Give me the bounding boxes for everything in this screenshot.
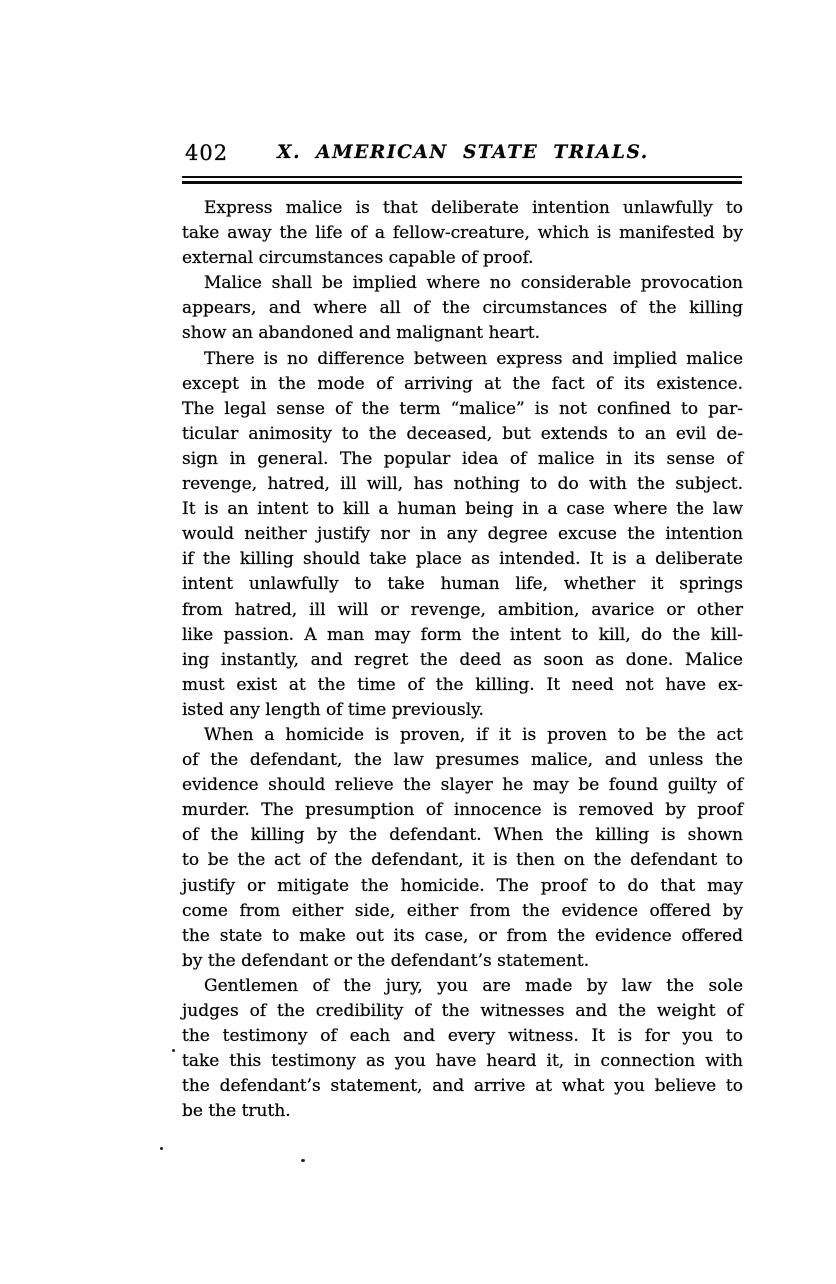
- text-line: intent unlawfully to take human life, whether it springs: [182, 574, 743, 595]
- text-line: Malice shall be implied where no considerable provocation: [204, 273, 743, 294]
- text-line: revenge, hatred, ill will, has nothing to do with the subject.: [182, 474, 743, 495]
- text-line: take this testimony as you have heard it, in connection with: [182, 1051, 743, 1072]
- text-line: murder. The presumption of innocence is removed by proof: [182, 800, 743, 821]
- text-line: of the defendant, the law presumes malice, and unless the: [182, 750, 743, 771]
- text-line: come from either side, either from the evidence offered by: [182, 900, 743, 921]
- text-line: sign in general. The popular idea of malice in its sense of: [182, 448, 743, 469]
- text-line: the testimony of each and every witness. It is for you to: [182, 1026, 743, 1047]
- text-line: When a homicide is proven, if it is proven to be the act: [204, 724, 743, 745]
- text-line: judges of the credibility of the witnesses and the weight of: [182, 1001, 743, 1021]
- paragraph: [182, 723, 743, 974]
- text-line: would neither justify nor in any degree excuse the intention: [182, 524, 743, 545]
- text-line: like passion. A man may form the intent to kill, do the kill-: [182, 624, 743, 645]
- text-line: ing instantly, and regret the deed as soon as done. Malice: [182, 649, 743, 670]
- text-line: be the truth.: [182, 1101, 291, 1122]
- text-line: external circumstances capable of proof.: [182, 248, 534, 269]
- text-line: take away the life of a fellow-creature, which is manifested by: [182, 223, 743, 244]
- text-line: the defendant’s statement, and arrive at what you believe to: [182, 1076, 743, 1097]
- text-line: Gentlemen of the jury, you are made by law the sole: [204, 975, 743, 996]
- text-line: It is an intent to kill a human being in a case where the law: [182, 499, 743, 520]
- text-line: There is no difference between express and implied malice: [204, 348, 743, 369]
- ink-speck: [301, 1159, 305, 1162]
- text-line: if the killing should take place as intended. It is a deliberate: [182, 549, 743, 570]
- paragraph: [182, 196, 743, 271]
- text-line: must exist at the time of the killing. It need not have ex-: [182, 674, 743, 695]
- text-line: appears, and where all of the circumstances of the killing: [182, 298, 743, 319]
- paragraph: [182, 347, 743, 723]
- text-line: to be the act of the defendant, it is then on the defendant to: [182, 850, 743, 871]
- text-line: except in the mode of arriving at the fact of its existence.: [182, 373, 743, 394]
- paragraph: [182, 974, 743, 1125]
- text-line: the state to make out its case, or from the evidence offered: [182, 925, 743, 946]
- text-line: ticular animosity to the deceased, but extends to an evil de-: [182, 423, 743, 444]
- header-rule: [182, 176, 742, 184]
- text-line: The legal sense of the term “malice” is not confined to par-: [182, 398, 743, 419]
- text-line: justify or mitigate the homicide. The proof to do that may: [182, 875, 743, 896]
- running-head-title: X. AMERICAN STATE TRIALS.: [277, 142, 649, 163]
- page-number: 402: [185, 141, 229, 165]
- text-line: from hatred, ill will or revenge, ambition, avarice or other: [182, 599, 743, 620]
- paragraph: [182, 271, 743, 346]
- page-body: [182, 196, 743, 1124]
- text-line: evidence should relieve the slayer he may be found guilty of: [182, 775, 743, 796]
- ink-speck: [160, 1147, 163, 1150]
- text-line: show an abandoned and malignant heart.: [182, 323, 541, 344]
- text-line: of the killing by the defendant. When the killing is shown: [182, 825, 743, 846]
- text-line: Express malice is that deliberate intention unlawfully to: [204, 198, 743, 218]
- text-line: isted any length of time previously.: [182, 699, 484, 720]
- text-line: by the defendant or the defendant’s statement.: [182, 950, 590, 971]
- ink-speck: [172, 1049, 175, 1052]
- running-head: [183, 140, 743, 172]
